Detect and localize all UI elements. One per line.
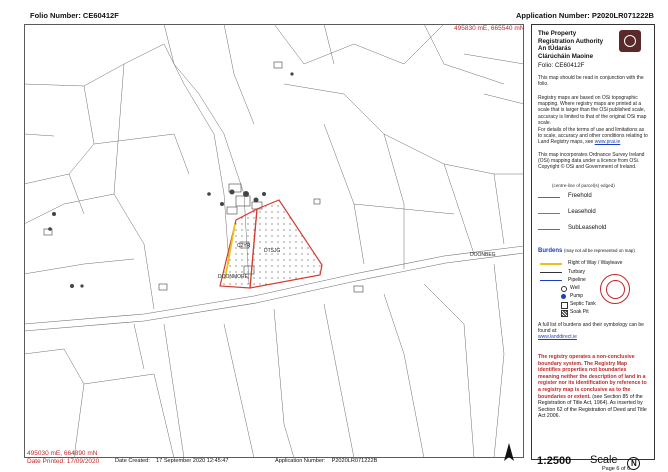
note-read-with-folio: This map should be read in conjunction with the folio. xyxy=(538,75,644,88)
footer-app-label: Application Number: xyxy=(275,458,326,464)
burdens-subtitle: (may not all be represented on map) xyxy=(564,248,635,253)
burden-right-of-way: Right of Way / Wayleave xyxy=(568,260,623,266)
map-canvas xyxy=(24,24,524,458)
authority-line-2: Registration Authority xyxy=(538,37,604,45)
note-terms xyxy=(538,127,648,146)
prai-link[interactable]: www.prai.ie xyxy=(594,139,621,146)
page-number: Page 6 of 6 xyxy=(602,466,631,472)
panel-folio: Folio: CE60412F xyxy=(538,62,585,69)
north-letter: N xyxy=(631,459,637,468)
well-icon xyxy=(561,286,567,292)
scale-ratio: 1:2500 xyxy=(537,455,572,467)
authority-line-3: An tÚdarás xyxy=(538,45,572,53)
coordinate-bottom-left: 495030 mE, 664890 mN xyxy=(27,450,98,457)
legend-freehold: Freehold xyxy=(568,193,592,199)
map-area[interactable] xyxy=(24,24,524,458)
authority-seal-icon xyxy=(600,274,630,304)
legend-caption: (centre-line of parcel(s) edged) xyxy=(552,183,615,188)
burden-soak-pit: Soak Pit xyxy=(570,309,589,315)
burden-note xyxy=(538,322,646,341)
footer-app-value: P2020LR071222B xyxy=(331,458,378,464)
place-label-doonbeg: DOONBEG xyxy=(470,252,496,258)
burden-pipeline: Pipeline xyxy=(568,277,586,283)
subleasehold-swatch xyxy=(538,229,560,230)
parcel-label-c2yr: C2YR xyxy=(237,243,251,249)
burden-pump: Pump xyxy=(570,293,584,299)
row-wayleave-swatch xyxy=(540,263,562,265)
burden-well: Well xyxy=(570,285,580,291)
pipeline-swatch xyxy=(540,280,562,281)
authority-line-4: Clárúcháin Maoine xyxy=(538,52,594,60)
parcel-label-dtsjg: DTSJG xyxy=(264,248,281,254)
note-osi-licence: This map incorporates Ordnance Survey Ireland (OSi) mapping data under a licence from OSi. Copyright © OSi and Government of Ireland. xyxy=(538,152,645,171)
note-osi-mapping: Registry maps are based on OSi topographic mapping. Where registry maps are printed at a scale that is larger than the OSi published scale, accuracy is limited to that of the original OSi map scale. xyxy=(538,95,647,126)
coordinate-top-right: 495830 mE, 665540 mN xyxy=(454,25,525,32)
disclaimer-black: (see Section 85 of the Registration of Title Act, 1964). As inserted by Section 62 of the Registration of Deed and Title Act 2006. xyxy=(538,393,647,420)
disclaimer-red: The registry operates a non-conclusive boundary system. The Registry Map identifies properties not boundaries meaning neither the description of land in a register nor its identification by reference to a registry map is conclusive as to the boundaries or extent. xyxy=(538,354,647,400)
burdens-heading xyxy=(538,248,635,254)
date-created-label: Date Created: xyxy=(115,458,150,464)
legend-leasehold: Leasehold xyxy=(568,209,596,215)
application-number-label: Application Number: P2020LR071222B xyxy=(516,11,654,20)
freehold-swatch xyxy=(538,197,560,198)
folio-number-label: Folio Number: CE60412F xyxy=(30,11,119,20)
legend-subleasehold: SubLeasehold xyxy=(568,225,607,231)
north-arrow-icon xyxy=(501,441,517,465)
disclaimer xyxy=(538,354,648,420)
date-printed: Date Printed: 17/09/2020 xyxy=(27,458,100,465)
turbary-swatch xyxy=(540,272,562,273)
landdirect-link[interactable]: www.landdirect.ie xyxy=(538,334,577,341)
authority-logo xyxy=(619,30,641,52)
burden-turbary: Turbary xyxy=(568,269,586,275)
pump-icon xyxy=(561,294,566,299)
date-created-value: 17 September 2020 12:45:47 xyxy=(156,458,229,464)
scale-word: Scale xyxy=(590,454,618,466)
septic-tank-icon xyxy=(561,302,568,309)
burden-note-text: A full list of burdens and their symbology can be found at: xyxy=(538,322,644,335)
date-created xyxy=(115,458,229,464)
burdens-title: Burdens xyxy=(538,248,563,254)
authority-line-1: The Property xyxy=(538,30,577,37)
soak-pit-icon xyxy=(561,310,568,317)
note-terms-text: For details of the terms of use and limitations as to scale, accuracy and other conditions relating to Land Registry maps, see xyxy=(538,127,648,146)
footer-application xyxy=(275,458,377,464)
place-label-doonmore: DOONMORE xyxy=(218,274,248,280)
authority-name xyxy=(538,30,618,60)
burden-septic-tank: Septic Tank xyxy=(570,301,596,307)
leasehold-swatch xyxy=(538,213,560,214)
